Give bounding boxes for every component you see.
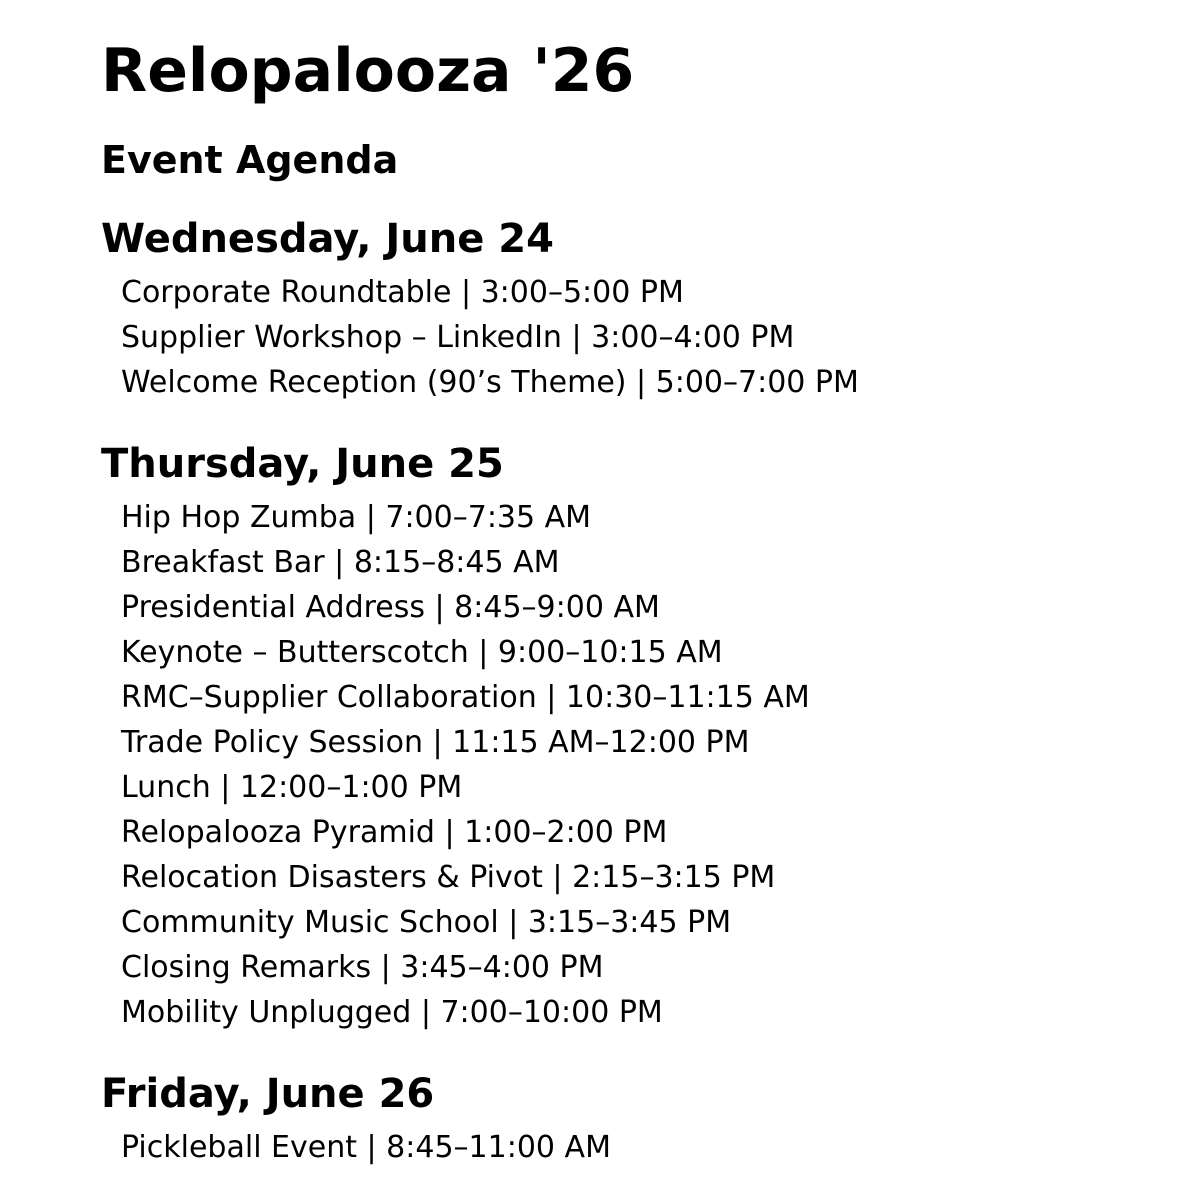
event-item: Breakfast Bar | 8:15–8:45 AM xyxy=(121,545,560,580)
event-item: Keynote – Butterscotch | 9:00–10:15 AM xyxy=(121,635,723,670)
event-item: Welcome Reception (90’s Theme) | 5:00–7:00 PM xyxy=(121,365,859,400)
day-heading: Friday, June 26 xyxy=(101,1071,435,1117)
event-item: Corporate Roundtable | 3:00–5:00 PM xyxy=(121,275,684,310)
event-list xyxy=(121,495,1161,1035)
event-item: Pickleball Event | 8:45–11:00 AM xyxy=(121,1130,611,1165)
event-item: Presidential Address | 8:45–9:00 AM xyxy=(121,590,660,625)
day-section-wednesday xyxy=(101,216,1161,405)
day-heading: Wednesday, June 24 xyxy=(101,216,554,262)
document-title: Relopalooza '26 xyxy=(101,36,635,106)
event-item: Trade Policy Session | 11:15 AM–12:00 PM xyxy=(121,725,750,760)
event-item: Mobility Unplugged | 7:00–10:00 PM xyxy=(121,995,663,1030)
day-heading: Thursday, June 25 xyxy=(101,441,504,487)
event-item: Supplier Workshop – LinkedIn | 3:00–4:00 PM xyxy=(121,320,795,355)
event-item: Lunch | 12:00–1:00 PM xyxy=(121,770,463,805)
event-item: Community Music School | 3:15–3:45 PM xyxy=(121,905,732,940)
event-list xyxy=(121,270,1161,405)
event-item: RMC–Supplier Collaboration | 10:30–11:15 AM xyxy=(121,680,810,715)
day-section-thursday xyxy=(101,441,1161,1035)
document-subtitle: Event Agenda xyxy=(101,138,399,182)
event-item: Closing Remarks | 3:45–4:00 PM xyxy=(121,950,604,985)
event-list xyxy=(121,1125,1161,1170)
event-item: Relocation Disasters & Pivot | 2:15–3:15 PM xyxy=(121,860,776,895)
day-section-friday xyxy=(101,1071,1161,1170)
event-item: Hip Hop Zumba | 7:00–7:35 AM xyxy=(121,500,592,535)
event-item: Relopalooza Pyramid | 1:00–2:00 PM xyxy=(121,815,668,850)
